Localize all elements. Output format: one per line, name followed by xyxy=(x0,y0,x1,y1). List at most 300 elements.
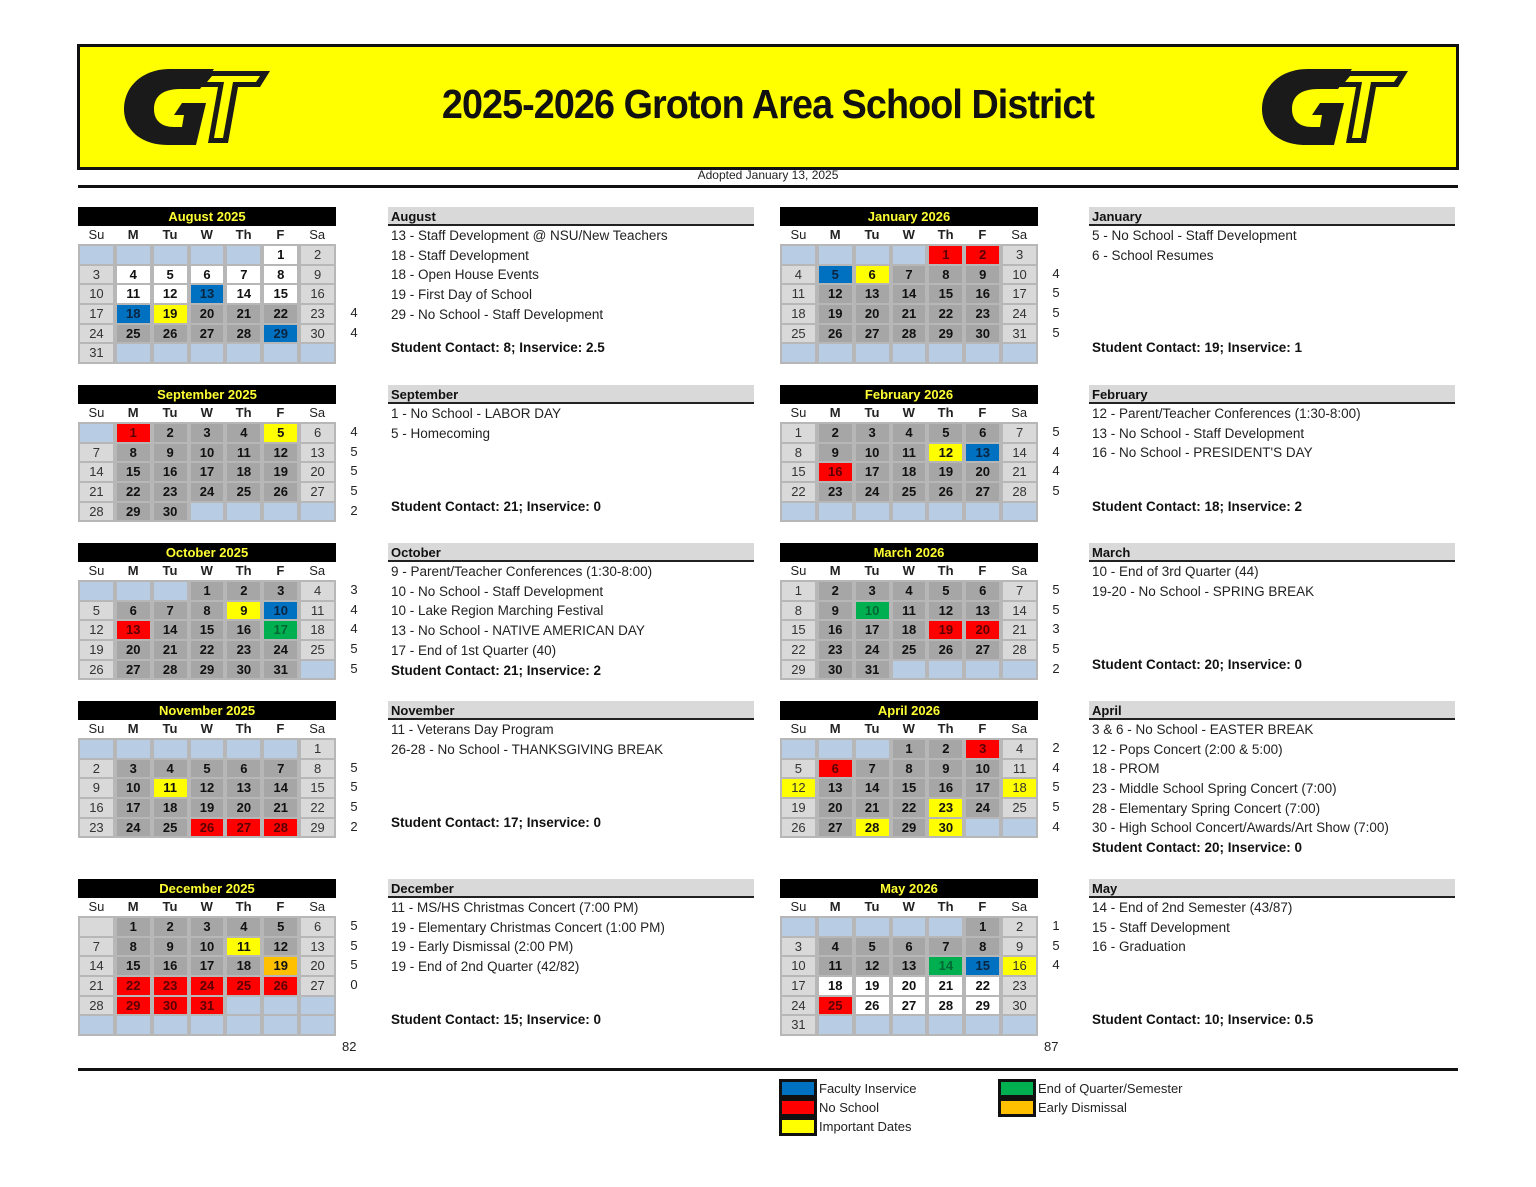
day-grid xyxy=(780,738,1038,838)
day-cell: 18 xyxy=(301,621,334,639)
day-cell: 9 xyxy=(966,266,999,284)
day-cell: 3 xyxy=(782,938,815,956)
legend-label: End of Quarter/Semester xyxy=(1038,1081,1183,1096)
week-day-count: 5 xyxy=(1052,424,1060,439)
day-cell: 30 xyxy=(301,325,334,343)
day-cell: 24 xyxy=(191,977,224,995)
adopted-date: Adopted January 13, 2025 xyxy=(697,168,839,182)
day-cell: 27 xyxy=(301,483,334,501)
month-title: January 2026 xyxy=(780,207,1038,226)
day-cell: 25 xyxy=(227,483,260,501)
empty-cell xyxy=(966,661,999,679)
day-cell: 23 xyxy=(819,641,852,659)
weekday-header xyxy=(780,404,1038,422)
empty-cell xyxy=(264,997,297,1015)
week-day-count: 3 xyxy=(1052,621,1060,637)
day-cell: 26 xyxy=(191,819,224,837)
day-cell: 20 xyxy=(117,641,150,659)
day-cell: 26 xyxy=(264,977,297,995)
day-cell: 1 xyxy=(782,424,815,442)
day-cell: 30 xyxy=(154,503,187,521)
day-cell: 9 xyxy=(154,444,187,462)
week-day-count: 5 xyxy=(350,463,358,479)
legend-item xyxy=(998,1098,1127,1117)
day-cell: 28 xyxy=(80,997,113,1015)
day-cell: 12 xyxy=(154,285,187,303)
day-cell: 10 xyxy=(782,957,815,975)
weekday-header xyxy=(780,720,1038,738)
day-cell: 8 xyxy=(782,602,815,620)
day-cell: 16 xyxy=(819,621,852,639)
week-day-count: 4 xyxy=(1052,443,1060,459)
week-day-count: 4 xyxy=(1052,463,1060,479)
day-cell: 26 xyxy=(929,641,962,659)
month-calendar xyxy=(780,385,1038,522)
day-cell: 21 xyxy=(1003,621,1036,639)
month-events xyxy=(1089,207,1455,377)
day-cell: 10 xyxy=(856,602,889,620)
day-cell: 19 xyxy=(782,799,815,817)
event-item: 12 - Pops Concert (2:00 & 5:00) xyxy=(1092,741,1283,757)
day-cell: 13 xyxy=(191,285,224,303)
day-cell: 6 xyxy=(227,760,260,778)
day-cell: 5 xyxy=(856,938,889,956)
day-cell: 21 xyxy=(929,977,962,995)
day-cell: 31 xyxy=(191,997,224,1015)
empty-cell xyxy=(301,997,334,1015)
day-cell: 5 xyxy=(929,582,962,600)
events-title: December xyxy=(388,879,754,898)
weekday-label: Sa xyxy=(1011,405,1028,420)
weekday-label: Su xyxy=(790,899,807,914)
empty-cell xyxy=(117,246,150,264)
day-cell: 30 xyxy=(227,661,260,679)
weekday-label: W xyxy=(902,899,915,914)
gt-logo-icon xyxy=(1260,67,1410,147)
day-cell: 17 xyxy=(191,463,224,481)
empty-cell xyxy=(856,740,889,758)
weekday-header xyxy=(780,226,1038,244)
day-cell: 6 xyxy=(191,266,224,284)
day-cell: 2 xyxy=(929,740,962,758)
week-day-count: 4 xyxy=(350,601,358,617)
week-day-count: 5 xyxy=(1052,601,1060,617)
empty-cell xyxy=(819,1016,852,1034)
weekday-label: M xyxy=(829,563,841,578)
day-cell: 28 xyxy=(929,997,962,1015)
day-cell: 5 xyxy=(782,760,815,778)
day-cell: 16 xyxy=(154,463,187,481)
events-title: March xyxy=(1089,543,1455,562)
day-cell: 19 xyxy=(264,957,297,975)
event-item: 19 - Early Dismissal (2:00 PM) xyxy=(391,939,574,955)
empty-cell xyxy=(819,740,852,758)
week-day-count: 2 xyxy=(350,818,358,834)
day-cell: 17 xyxy=(264,621,297,639)
event-item: 19 - End of 2nd Quarter (42/82) xyxy=(391,959,580,975)
day-cell: 26 xyxy=(154,325,187,343)
day-cell: 21 xyxy=(1003,463,1036,481)
day-cell: 1 xyxy=(966,918,999,936)
month-summary: Student Contact: 15; Inservice: 0 xyxy=(391,1012,602,1028)
day-cell: 14 xyxy=(1003,444,1036,462)
empty-cell xyxy=(117,582,150,600)
day-cell: 2 xyxy=(1003,918,1036,936)
empty-cell xyxy=(856,344,889,362)
weekday-label: F xyxy=(276,405,285,420)
day-grid xyxy=(78,422,336,522)
event-item: 11 - Veterans Day Program xyxy=(391,722,554,737)
week-day-count: 2 xyxy=(1052,740,1060,755)
day-cell: 20 xyxy=(856,305,889,323)
day-cell: 11 xyxy=(227,444,260,462)
day-cell: 9 xyxy=(1003,938,1036,956)
empty-cell xyxy=(966,1016,999,1034)
day-cell: 7 xyxy=(1003,582,1036,600)
event-item: 10 - Lake Region Marching Festival xyxy=(391,603,604,619)
day-cell: 10 xyxy=(191,938,224,956)
day-cell: 18 xyxy=(1003,779,1036,797)
event-item: 18 - PROM xyxy=(1092,761,1160,777)
day-cell: 30 xyxy=(966,325,999,343)
day-cell: 20 xyxy=(966,463,999,481)
day-cell: 19 xyxy=(80,641,113,659)
day-cell: 7 xyxy=(856,760,889,778)
empty-cell xyxy=(117,1016,150,1034)
week-day-count: 5 xyxy=(1052,779,1060,795)
empty-cell xyxy=(227,997,260,1015)
day-cell: 26 xyxy=(929,483,962,501)
day-cell: 13 xyxy=(301,938,334,956)
day-cell: 22 xyxy=(301,799,334,817)
day-cell: 31 xyxy=(856,661,889,679)
day-cell: 10 xyxy=(264,602,297,620)
day-cell: 17 xyxy=(1003,285,1036,303)
day-cell: 23 xyxy=(301,305,334,323)
day-cell: 8 xyxy=(117,444,150,462)
weekday-label: W xyxy=(902,227,915,242)
weekday-label: Th xyxy=(235,563,252,578)
day-cell: 16 xyxy=(227,621,260,639)
day-cell: 17 xyxy=(856,621,889,639)
weekday-label: Tu xyxy=(864,563,880,578)
event-item: 29 - No School - Staff Development xyxy=(391,306,604,322)
day-cell: 29 xyxy=(782,661,815,679)
empty-cell xyxy=(782,918,815,936)
day-cell: 25 xyxy=(301,641,334,659)
day-cell: 28 xyxy=(856,819,889,837)
day-cell: 2 xyxy=(154,424,187,442)
day-cell: 21 xyxy=(856,799,889,817)
event-item: 30 - High School Concert/Awards/Art Show (7:00) xyxy=(1092,820,1389,836)
weekday-label: Th xyxy=(235,899,252,914)
day-cell: 27 xyxy=(819,819,852,837)
week-day-count: 4 xyxy=(350,305,358,321)
day-cell: 15 xyxy=(893,779,926,797)
empty-cell xyxy=(154,1016,187,1034)
empty-cell xyxy=(264,503,297,521)
day-cell: 30 xyxy=(1003,997,1036,1015)
day-cell: 4 xyxy=(301,582,334,600)
day-cell: 3 xyxy=(191,918,224,936)
day-cell: 3 xyxy=(1003,246,1036,264)
weekday-label: W xyxy=(200,227,213,242)
divider xyxy=(78,185,1458,188)
weekday-label: Su xyxy=(88,899,105,914)
day-cell: 29 xyxy=(191,661,224,679)
month-calendar xyxy=(78,207,336,364)
day-cell: 15 xyxy=(782,621,815,639)
month-calendar xyxy=(78,701,336,838)
day-cell: 23 xyxy=(819,483,852,501)
weekday-label: Tu xyxy=(162,227,178,242)
weekday-label: M xyxy=(127,227,139,242)
weekday-label: Sa xyxy=(309,405,326,420)
week-day-count: 5 xyxy=(1052,305,1060,321)
event-item: 10 - End of 3rd Quarter (44) xyxy=(1092,564,1259,579)
day-cell: 18 xyxy=(819,977,852,995)
week-day-count: 2 xyxy=(350,502,358,518)
weekday-label: Sa xyxy=(309,721,326,736)
day-cell: 25 xyxy=(782,325,815,343)
day-cell: 12 xyxy=(819,285,852,303)
day-cell: 22 xyxy=(893,799,926,817)
day-cell: 11 xyxy=(782,285,815,303)
day-cell: 13 xyxy=(893,957,926,975)
day-cell: 25 xyxy=(893,641,926,659)
day-cell: 14 xyxy=(893,285,926,303)
day-cell: 28 xyxy=(1003,483,1036,501)
day-cell: 23 xyxy=(154,483,187,501)
week-day-count: 5 xyxy=(350,957,358,973)
legend-label: Faculty Inservice xyxy=(819,1081,917,1096)
day-cell: 3 xyxy=(264,582,297,600)
month-summary: Student Contact: 21; Inservice: 0 xyxy=(391,498,602,514)
day-cell: 14 xyxy=(80,957,113,975)
weekday-label: Tu xyxy=(162,899,178,914)
weekday-label: Sa xyxy=(309,563,326,578)
empty-cell xyxy=(227,740,260,758)
day-cell: 13 xyxy=(117,621,150,639)
weekday-label: M xyxy=(127,563,139,578)
month-calendar xyxy=(780,879,1038,1036)
week-day-count: 4 xyxy=(350,621,358,637)
day-cell: 11 xyxy=(819,957,852,975)
day-cell: 24 xyxy=(80,325,113,343)
day-cell: 8 xyxy=(191,602,224,620)
day-cell: 4 xyxy=(819,938,852,956)
day-cell: 19 xyxy=(264,463,297,481)
day-cell: 2 xyxy=(819,582,852,600)
day-cell: 10 xyxy=(191,444,224,462)
day-cell: 24 xyxy=(856,483,889,501)
day-cell: 5 xyxy=(264,424,297,442)
day-cell: 16 xyxy=(929,779,962,797)
day-cell: 8 xyxy=(264,266,297,284)
week-day-count: 4 xyxy=(1052,759,1060,775)
event-item: 9 - Parent/Teacher Conferences (1:30-8:00) xyxy=(391,564,653,579)
event-item: 3 & 6 - No School - EASTER BREAK xyxy=(1092,722,1314,737)
day-cell: 10 xyxy=(80,285,113,303)
day-cell: 11 xyxy=(301,602,334,620)
day-cell: 25 xyxy=(819,997,852,1015)
day-cell: 25 xyxy=(893,483,926,501)
day-cell: 20 xyxy=(301,957,334,975)
week-day-count: 5 xyxy=(1052,641,1060,657)
day-cell: 17 xyxy=(782,977,815,995)
week-day-count: 5 xyxy=(1052,483,1060,499)
day-cell: 10 xyxy=(117,779,150,797)
day-cell: 7 xyxy=(893,266,926,284)
weekday-label: F xyxy=(978,563,987,578)
day-cell: 5 xyxy=(191,760,224,778)
weekday-label: Sa xyxy=(1011,899,1028,914)
day-cell: 16 xyxy=(1003,957,1036,975)
empty-cell xyxy=(80,582,113,600)
week-day-count: 5 xyxy=(350,937,358,953)
day-cell: 14 xyxy=(1003,602,1036,620)
day-cell: 31 xyxy=(264,661,297,679)
empty-cell xyxy=(227,246,260,264)
legend-item xyxy=(779,1117,912,1136)
event-item: 19 - First Day of School xyxy=(391,287,533,303)
empty-cell xyxy=(1003,1016,1036,1034)
day-cell: 29 xyxy=(929,325,962,343)
day-cell: 18 xyxy=(154,799,187,817)
day-cell: 2 xyxy=(80,760,113,778)
empty-cell xyxy=(154,344,187,362)
empty-cell xyxy=(782,344,815,362)
empty-cell xyxy=(893,918,926,936)
event-item: 13 - Staff Development @ NSU/New Teachers xyxy=(391,228,668,243)
day-cell: 20 xyxy=(227,799,260,817)
month-title: November 2025 xyxy=(78,701,336,720)
day-cell: 11 xyxy=(154,779,187,797)
day-cell: 26 xyxy=(782,819,815,837)
empty-cell xyxy=(264,344,297,362)
weekday-label: W xyxy=(200,563,213,578)
empty-cell xyxy=(301,344,334,362)
event-item: 16 - No School - PRESIDENT'S DAY xyxy=(1092,445,1313,461)
month-events xyxy=(1089,701,1455,871)
day-cell: 19 xyxy=(856,977,889,995)
day-cell: 13 xyxy=(966,444,999,462)
week-day-count: 5 xyxy=(350,918,358,933)
day-cell: 16 xyxy=(966,285,999,303)
day-cell: 20 xyxy=(191,305,224,323)
events-title: February xyxy=(1089,385,1455,404)
empty-cell xyxy=(1003,819,1036,837)
event-item: 13 - No School - Staff Development xyxy=(1092,425,1305,441)
empty-cell xyxy=(264,740,297,758)
week-day-count: 5 xyxy=(1052,582,1060,597)
day-cell: 8 xyxy=(893,760,926,778)
day-cell: 17 xyxy=(117,799,150,817)
day-cell: 9 xyxy=(227,602,260,620)
weekday-label: Su xyxy=(790,563,807,578)
week-day-count: 5 xyxy=(350,443,358,459)
day-cell: 7 xyxy=(80,938,113,956)
empty-cell xyxy=(301,1016,334,1034)
legend-item xyxy=(998,1079,1183,1098)
day-cell: 2 xyxy=(966,246,999,264)
week-day-count: 4 xyxy=(350,324,358,340)
event-item: 5 - Homecoming xyxy=(391,425,491,441)
empty-cell xyxy=(856,1016,889,1034)
empty-cell xyxy=(782,503,815,521)
color-swatch-icon xyxy=(779,1079,817,1098)
empty-cell xyxy=(264,1016,297,1034)
week-day-count: 5 xyxy=(350,641,358,657)
day-cell: 10 xyxy=(1003,266,1036,284)
day-cell: 15 xyxy=(117,463,150,481)
divider xyxy=(78,1068,1458,1071)
day-cell: 20 xyxy=(819,799,852,817)
day-cell: 22 xyxy=(117,483,150,501)
day-cell: 27 xyxy=(966,641,999,659)
event-item: 19 - Elementary Christmas Concert (1:00 PM) xyxy=(391,919,665,935)
empty-cell xyxy=(154,582,187,600)
day-cell: 5 xyxy=(154,266,187,284)
page-title: 2025-2026 Groton Area School District xyxy=(441,81,1095,127)
empty-cell xyxy=(154,740,187,758)
day-cell: 20 xyxy=(966,621,999,639)
empty-cell xyxy=(191,246,224,264)
legend-label: No School xyxy=(819,1100,879,1115)
week-day-count: 5 xyxy=(350,779,358,795)
day-cell: 14 xyxy=(856,779,889,797)
day-cell: 7 xyxy=(1003,424,1036,442)
empty-cell xyxy=(227,503,260,521)
day-cell: 28 xyxy=(227,325,260,343)
day-cell: 2 xyxy=(227,582,260,600)
day-cell: 27 xyxy=(227,819,260,837)
events-title: January xyxy=(1089,207,1455,226)
empty-cell xyxy=(856,918,889,936)
day-cell: 15 xyxy=(929,285,962,303)
day-cell: 10 xyxy=(856,444,889,462)
weekday-label: Th xyxy=(937,899,954,914)
day-cell: 23 xyxy=(929,799,962,817)
month-summary: Student Contact: 10; Inservice: 0.5 xyxy=(1092,1012,1314,1028)
weekday-label: F xyxy=(276,227,285,242)
day-cell: 6 xyxy=(893,938,926,956)
day-cell: 20 xyxy=(301,463,334,481)
day-cell: 29 xyxy=(117,503,150,521)
weekday-label: F xyxy=(978,899,987,914)
empty-cell xyxy=(819,246,852,264)
weekday-label: F xyxy=(978,405,987,420)
weekday-label: M xyxy=(127,899,139,914)
week-day-count: 4 xyxy=(1052,957,1060,973)
empty-cell xyxy=(191,503,224,521)
month-summary: Student Contact: 17; Inservice: 0 xyxy=(391,814,602,830)
legend-item xyxy=(779,1079,917,1098)
day-cell: 22 xyxy=(191,641,224,659)
day-cell: 16 xyxy=(301,285,334,303)
day-cell: 22 xyxy=(782,641,815,659)
day-cell: 8 xyxy=(782,444,815,462)
day-cell: 10 xyxy=(966,760,999,778)
day-cell: 9 xyxy=(819,444,852,462)
day-cell: 18 xyxy=(227,957,260,975)
day-cell: 23 xyxy=(966,305,999,323)
day-cell: 15 xyxy=(782,463,815,481)
day-cell: 18 xyxy=(227,463,260,481)
empty-cell xyxy=(819,918,852,936)
event-item: 11 - MS/HS Christmas Concert (7:00 PM) xyxy=(391,900,639,915)
day-cell: 19 xyxy=(929,621,962,639)
